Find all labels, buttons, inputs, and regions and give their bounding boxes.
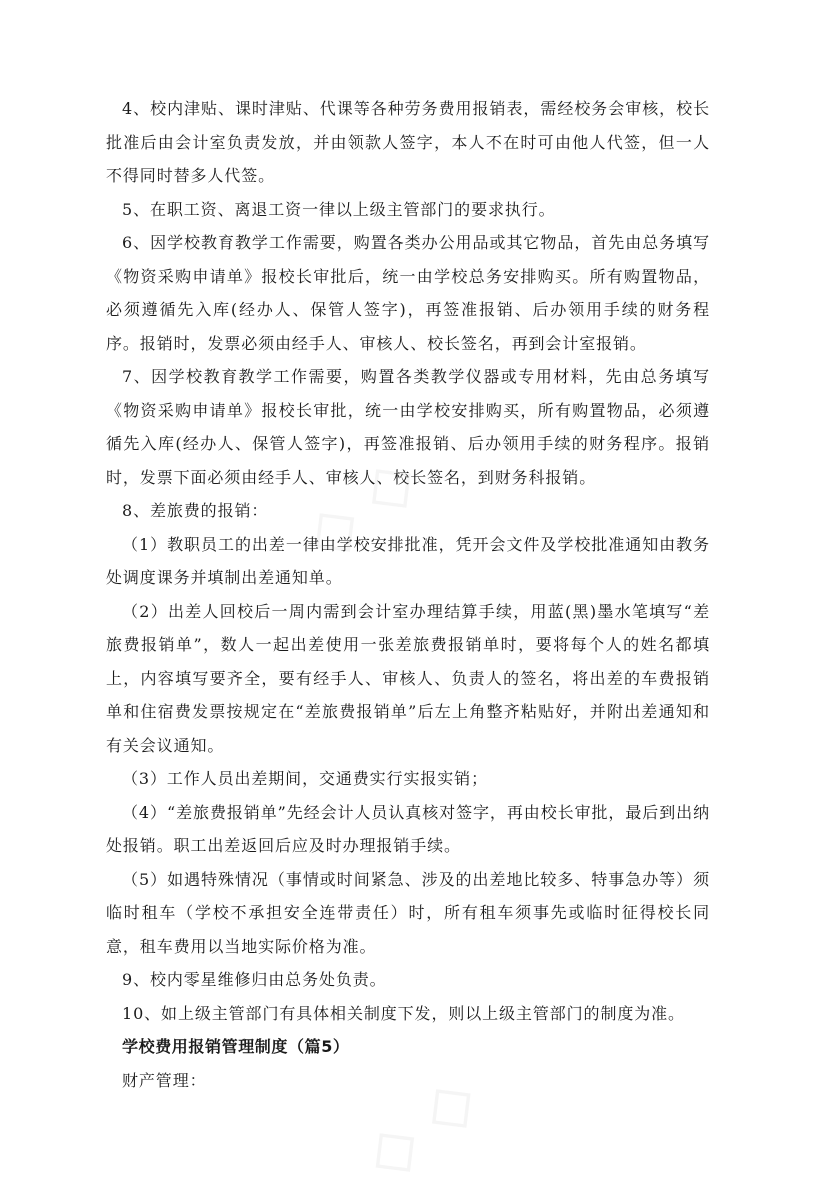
section-heading: 学校费用报销管理制度（篇5） (122, 1037, 350, 1056)
paragraph-item-7: 7、因学校教育教学工作需要，购置各类教学仪器或专用材料，先由总务填写《物资采购申请单》报校长审批，统一由学校安排购买，所有购置物品，必须遵循先入库(经办人、保管人签字)，再签准报销、后办领用手续的财务程序。报销时，发票下面必须由经手人、审核人、校长签名，到财务科报销。 (106, 367, 710, 487)
paragraph-item-4: 4、校内津贴、课时津贴、代课等各种劳务费用报销表，需经校务会审核，校长批准后由会计室负责发放，并由领款人签字，本人不在时可由他人代签，但一人不得同时替多人代签。 (106, 99, 710, 185)
paragraph-item-10: 10、如上级主管部门有具体相关制度下发，则以上级主管部门的制度为准。 (122, 1003, 685, 1023)
watermark-mark: ◇ ◇ (290, 440, 431, 574)
paragraph-property-management: 财产管理： (122, 1070, 207, 1090)
sub-item-1: （1）教职员工的出差一律由学校安排批准，凭开会文件及学校批准通知由教务处调度课务并填制出差通知单。 (106, 534, 710, 587)
sub-item-5: （5）如遇特殊情况（事情或时间紧急、涉及的出差地比较多、特事急办等）须临时租车（学校不承担安全连带责任）时，所有租车须事先或临时征得校长同意，租车费用以当地实际价格为准。 (106, 869, 710, 956)
sub-item-2: （2）出差人回校后一周内需到会计室办理结算手续，用蓝(黑)墨水笔填写“差旅费报销单”，数人一起出差使用一张差旅费报销单时，要将每个人的姓名都填上，内容填写要齐全，要有经手人、审核人、负责人的签名，将出差的车费报销单和住宿费发票按规定在“差旅费报销单”后左上角整齐粘贴好，并附出差通知和有关会议通知。 (106, 601, 710, 755)
paragraph-item-5: 5、在职工资、离退工资一律以上级主管部门的要求执行。 (122, 199, 556, 219)
document-body (0, 92, 830, 1097)
sub-item-4: （4）“差旅费报销单”先经会计人员认真核对签字，再由校长审批，最后到出纳处报销。职工出差返回后应及时办理报销手续。 (106, 802, 710, 855)
sub-item-3: （3）工作人员出差期间，交通费实行实报实销； (122, 769, 488, 788)
watermark-mark-bottom: ◇ ◇ (350, 1060, 491, 1193)
paragraph-item-8: 8、差旅费的报销： (122, 501, 269, 520)
paragraph-item-6: 6、因学校教育教学工作需要，购置各类办公用品或其它物品，首先由总务填写《物资采购申请单》报校长审批后，统一由学校总务安排购买。所有购置物品，必须遵循先入库(经办人、保管人签字)，再签准报销、后办领用手续的财务程序。报销时，发票必须由经手人、审核人、校长签名，再到会计室报销。 (106, 233, 710, 353)
paragraph-item-9: 9、校内零星维修归由总务处负责。 (122, 970, 387, 989)
